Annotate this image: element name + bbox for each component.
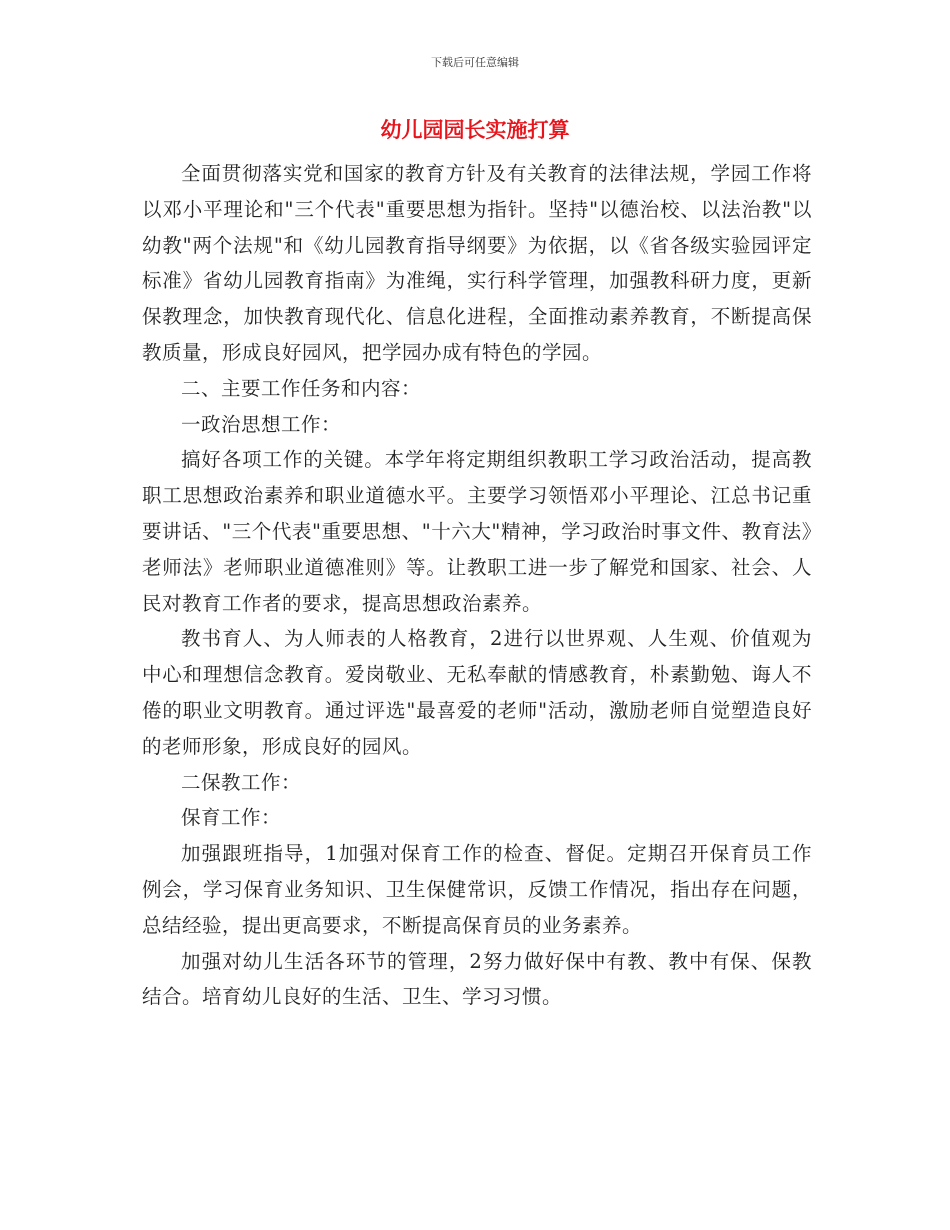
paragraph-intro: 全面贯彻落实党和国家的教育方针及有关教育的法律法规，学园工作将以邓小平理论和"三个代表"重要思想为指针。坚持"以德治校、以法治教"以幼教"两个法规"和《幼儿园教育指导纲要》为依据，以《省各级实验园评定标准》省幼儿园教育指南》为准绳，实行科学管理，加强教科研力度，更新保教理念，加快教育现代化、信息化进程，全面推动素养教育，不断提高保教质量，形成良好园风，把学园办成有特色的学园。: [142, 162, 812, 364]
heading-political-work: 一政治思想工作：: [181, 412, 342, 436]
document-body: [142, 156, 812, 1015]
heading-childcare-work: 保育工作：: [181, 806, 282, 830]
heading-care-education: 二保教工作：: [181, 770, 302, 794]
paragraph-political-study: 搞好各项工作的关键。本学年将定期组织教职工学习政治活动，提高教职工思想政治素养和职业道德水平。主要学习领悟邓小平理论、江总书记重要讲话、"三个代表"重要思想、"十六大"精神，学习政治时事文件、教育法》老师法》老师职业道德准则》等。让教职工进一步了解党和国家、社会、人民对教育工作者的要求，提高思想政治素养。: [142, 448, 812, 615]
header-note: 下载后可任意编辑: [431, 56, 519, 69]
heading-main-tasks: 二、主要工作任务和内容：: [181, 376, 422, 400]
paragraph-daily-life-management: 加强对幼儿生活各环节的管理，2努力做好保中有教、教中有保、保教结合。培育幼儿良好的生活、卫生、学习习惯。: [142, 949, 812, 1009]
document-title: 幼儿园园长实施打算: [380, 118, 570, 142]
paragraph-character-education: 教书育人、为人师表的人格教育，2进行以世界观、人生观、价值观为中心和理想信念教育。爱岗敬业、无私奉献的情感教育，朴素勤勉、诲人不倦的职业文明教育。通过评选"最喜爱的老师"活动，激励老师自觉塑造良好的老师形象，形成良好的园风。: [142, 627, 812, 758]
paragraph-childcare-supervision: 加强跟班指导，1加强对保育工作的检查、督促。定期召开保育员工作例会，学习保育业务知识、卫生保健常识，反馈工作情况，指出存在问题，总结经验，提出更高要求，不断提高保育员的业务素养。: [142, 842, 812, 937]
